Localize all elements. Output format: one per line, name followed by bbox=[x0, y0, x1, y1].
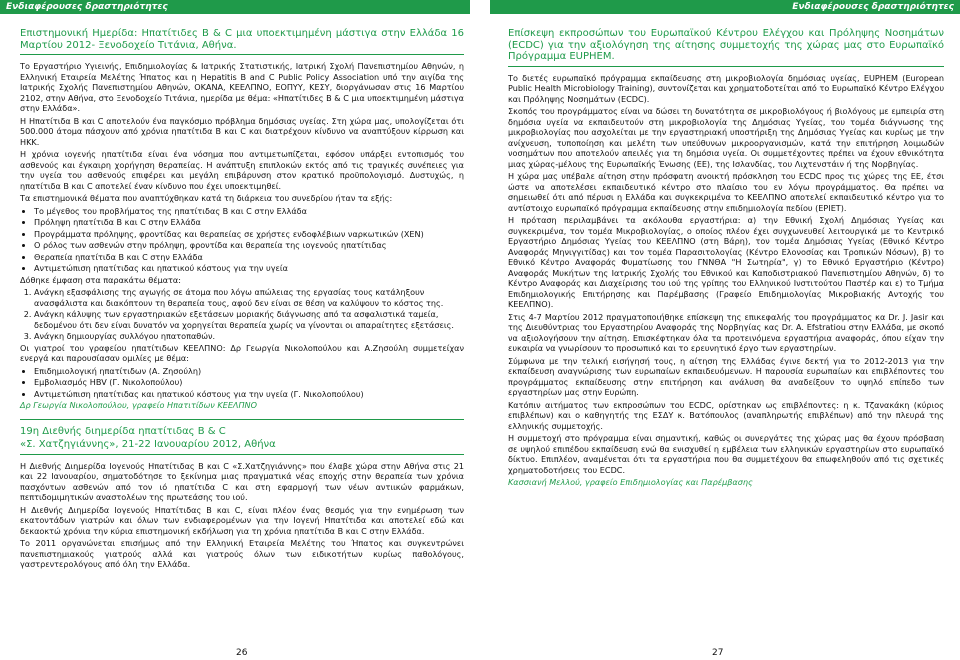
article-paragraph: Οι γιατροί του γραφείου ηπατίτιδων ΚΕΕΛΠΝΟ: Δρ Γεωργία Νικολοπούλου και Α.Ζησούλη συμμετείχαν ενεργά και παρουσίασαν ομιλίες με θέμα: bbox=[20, 342, 464, 363]
article-title: Επίσκεψη εκπροσώπων του Ευρωπαϊκού Κέντρου Ελέγχου και Πρόληψης Νοσημάτων (ECDC) για την αξιολόγηση της αίτησης συμμετοχής της χώρας μας στο Ευρωπαϊκό Πρόγραμμα EUPHEM. bbox=[508, 28, 944, 62]
left-column bbox=[20, 28, 464, 572]
article-paragraph: Η χρόνια ιογενής ηπατίτιδα είναι ένα νόσημα που αντιμετωπίζεται, εφόσον υπάρξει εντοπισμός του ασθενούς και έγκαιρη χορήγηση θεραπείας. Η ανάπτυξη επιπλοκών εκτός από τις τραγικές συνέπειες για την υγεία του ασθενούς επιφέρει και μεγάλη επιβάρυνση στον κρατικό προϋπολογισμό. Δυστυχώς, η ηπατίτιδα B και C αποτελεί έναν κίνδυνο που έχει υποεκτιμηθεί. bbox=[20, 149, 464, 191]
header-bar-right bbox=[490, 0, 960, 14]
article-paragraph: Στις 4-7 Μαρτίου 2012 πραγματοποιήθηκε επίσκεψη της επικεφαλής του προγράμματος κα Dr. J. Jasir και της Διευθύντριας του Εργαστηρίου Αναφοράς της Νορβηγίας κας Dr. A. Efstratiou στην Ελλάδα, με σκοπό να αξιολογήσουν την αίτηση. Επισκέφτηκαν όλα τα προτεινόμενα εργαστήρια αναφοράς, όπου είχαν την ευκαιρία να γνωρίσουν το προσωπικό και το ερευνητικό έργο των εργαστηρίων. bbox=[508, 311, 944, 353]
article-signature: Δρ Γεωργία Νικολοπούλου, γραφείο Ηπατιτίδων ΚΕΕΛΠΝΟ bbox=[20, 400, 257, 410]
list-item: • Το μέγεθος του προβλήματος της ηπατίτιδας B και C στην Ελλάδα bbox=[34, 206, 464, 217]
right-column bbox=[508, 28, 944, 490]
article-paragraph: Το 2011 οργανώνεται επισήμως από την Ελληνική Εταιρεία Μελέτης του Ήπατος και συγκεντρώνει πανεπιστημιακούς γιατρούς αλλά και γιατρούς όλων των ειδικοτήτων κυρίως παθολόγους, γαστρεντερολόγους από όλη την Ελλάδα. bbox=[20, 538, 464, 569]
article-signature: Κασσιανή Μελλού, γραφείο Επιδημιολογίας και Παρέμβασης bbox=[508, 477, 753, 487]
article-paragraph: Σύμφωνα με την τελική εισήγησή τους, η αίτηση της Ελλάδας έγινε δεκτή για το 2012-2013 για την εκπαίδευση αναγνώρισης των ευρωπαίων εκπαιδευόμενων. Η παρουσία ευρωπαίων και επιβλέποντες του προγράμματος εκπαίδευσης στην επιτήρηση και ανάλυση θα αναδείξουν το υψηλό επίπεδο των εργαστηρίων μας στην Ευρώπη. bbox=[508, 355, 944, 397]
article-paragraph: Σκοπός του προγράμματος είναι να δώσει τη δυνατότητα σε μικροβιολόγους ή βιολόγους με εμπειρία στη δημόσια υγεία να εκπαιδευτούν στη μικροβιολογία της Δημόσιας Υγείας, του τομέα διάγνωσης της μικροβιολογίας που ασχολείται με την εργαστηριακή υποστήριξη της Δημόσιας Υγείας και κυρίως με την ανίχνευση, τυποποίηση και μελέτη των υπεύθυνων μικροοργανισμών, κατά την επιτήρηση λοιμωδών νοσημάτων που αποτελούν απειλές για τη δημόσια υγεία. Οι συμμετέχοντες πρέπει να έχουν εθνικότητα μιας χώρας-μέλους της Ευρωπαϊκής Ένωσης (ΕΕ), της Ισλανδίας, του Λιχτενστάιν ή της Νορβηγίας. bbox=[508, 106, 944, 169]
header-bar-left bbox=[0, 0, 470, 14]
talks-list bbox=[20, 366, 464, 400]
article-paragraph: Η Διεθνής Διημερίδα Ιογενούς Ηπατίτιδας B και C, είναι πλέον ένας θεσμός για την ενημέρωση των εκατοντάδων γιατρών και όλων των ενδιαφερομένων για την Ιογενή Ηπατίτιδα και αποτελεί εδώ και δεκαοκτώ χρόνια την κύρια επιστημονική εκδήλωση για τη χρόνια ηπατίτιδα B και C στην Ελλάδα. bbox=[20, 504, 464, 536]
article-paragraph: Η χώρα μας υπέβαλε αίτηση στην πρόσφατη ανοικτή πρόσκληση του ECDC προς τις χώρες της ΕΕ, έτσι ώστε να αποτελέσει εκπαιδευτικό κέντρο στο πλαίσιο του εν λόγω προγράμματος. Θα πρέπει να σημειωθεί ότι από πέρυσι η Ελλάδα και συγκεκριμένα το ΚΕΕΛΠΝΟ αποτελεί εκπαιδευτικό κέντρο για το αντίστοιχο ευρωπαϊκό πρόγραμμα εκπαίδευσης στην επιδημιολογία πεδίου (EPIET). bbox=[508, 171, 944, 213]
page-number-right: 27 bbox=[712, 648, 724, 658]
article-title: Επιστημονική Ημερίδα: Ηπατίτιδες B & C μια υποεκτιμημένη μάστιγα στην Ελλάδα 16 Μαρτίου 2012- Ξενοδοχείο Τιτάνια, Αθήνα. bbox=[20, 28, 464, 51]
page-number-left: 26 bbox=[236, 648, 248, 658]
header-left-text: Ενδιαφέρουσες δραστηριότητες bbox=[6, 2, 168, 12]
second-article-title-line1: 19η Διεθνής διημερίδα ηπατίτιδας B & C bbox=[20, 425, 226, 437]
list-item: • Αντιμετώπιση ηπατίτιδας και ηπατικού κόστους για την υγεία (Γ. Νικολοπούλου) bbox=[34, 389, 464, 400]
second-article-title-line2: «Σ. Χατζηγιάννης», 21-22 Ιανουαρίου 2012, Αθήνα bbox=[20, 439, 276, 450]
list-item: • Ο ρόλος των ασθενών στην πρόληψη, φροντίδα και θεραπεία της ιογενούς ηπατίτιδας bbox=[34, 240, 464, 251]
title-divider bbox=[20, 54, 464, 55]
article-paragraph: Δόθηκε έμφαση στα παρακάτω θέματα: bbox=[20, 274, 181, 285]
list-item: 2. Ανάγκη κάλυψης των εργαστηριακών εξετάσεων μοριακής διάγνωσης από τα ασφαλιστικά ταμεία, δεδομένου ότι δεν είναι δυνατόν να χορηγείται θεραπεία χωρίς να γίνονται οι απαραίτητες εξετάσεις. bbox=[34, 309, 464, 330]
article-paragraph: Η συμμετοχή στο πρόγραμμα είναι σημαντική, καθώς οι συνεργάτες της χώρας μας θα έχουν πρόσβαση σε υψηλού επιπέδου εκπαίδευση ενώ θα ενισχυθεί η εμβέλεια των ελληνικών εργαστηρίων στο ευρωπαϊκό δίκτυο. Επιπλέον, αναμένεται ότι τα εργαστήρια που θα συμμετέχουν θα επωφεληθούν από τις σχετικές χρηματοδοτήσεις του ECDC. bbox=[508, 433, 944, 475]
article-paragraph: Κατόπιν αιτήματος των εκπροσώπων του ECDC, ορίστηκαν ως επιβλέποντες: η κ. Τζανακάκη (κύριος επιβλέπων) και ο καθηγητής της ΕΣΔΥ κ. Βατόπουλος (αναπληρωτής επιβλέπων) από την πλευρά της ελληνικής συμμετοχής. bbox=[508, 399, 944, 431]
article-paragraph: Η πρόταση περιλαμβάνει τα ακόλουθα εργαστήρια: α) την Εθνική Σχολή Δημόσιας Υγείας και συγκεκριμένα, τον τομέα Μικροβιολογίας, ο οποίος πλέον έχει συγχωνευθεί λειτουργικά με το Κεντρικό Εργαστήριο Δημόσιας Υγείας του ΚΕΕΛΠΝΟ (στη Βάρη), τον τομέα Δημόσιας Υγείας (Εθνικό Κέντρο Αναφοράς Μηνιγγιτίδας) και τον τομέα Παρασιτολογίας (Κέντρο Ελονοσίας και Τροπικών Νόσων), β) το Εθνικό Κέντρο Αναφοράς Φυματίωσης του ΓΝΝΘΑ "Η Σωτηρία", γ) το Εθνικό Εργαστήριο (Κέντρο) Αναφοράς Μυκήτων της Ιατρικής Σχολής του Εθνικού και Καποδιστριακού Πανεπιστημίου Αθηνών, δ) το Κέντρο Αναφοράς και Διαχείρισης του ιού της γρίπης του Ελληνικού Ινστιτούτου Παστέρ και ε) το Τμήμα Επιδημιολογικής Επιτήρησης και Παρέμβασης (Γραφείο Επιδημιολογίας Μικροβιακής Αντοχής του ΚΕΕΛΠΝΟ). bbox=[508, 215, 944, 309]
second-article bbox=[20, 419, 464, 570]
list-item: • Αντιμετώπιση ηπατίτιδας και ηπατικού κόστους για την υγεία bbox=[34, 263, 464, 274]
list-item: • Πρόληψη ηπατίτιδα B και C στην Ελλάδα bbox=[34, 217, 464, 228]
article-paragraph: Η Ηπατίτιδα B και C αποτελούν ένα παγκόσμιο πρόβλημα δημόσιας υγείας. Στη χώρα μας, υπολογίζεται ότι 500.000 άτομα πάσχουν από χρόνια ηπατίτιδα B και C και διατρέχουν κίνδυνο να αναπτύξουν κίρρωση και ΗΚΚ. bbox=[20, 115, 464, 147]
list-item: • Επιδημιολογική ηπατίτιδων (Α. Ζησούλη) bbox=[34, 366, 464, 377]
topics-list bbox=[20, 206, 464, 274]
article-paragraph: Το διετές ευρωπαϊκό πρόγραμμα εκπαίδευσης στη μικροβιολογία δημόσιας υγείας, EUPHEM (European Public Health Microbiology Training), συντονίζεται και χρηματοδοτείται από το Ευρωπαϊκό Κέντρο Ελέγχου και Πρόληψης Νοσημάτων (ECDC). bbox=[508, 72, 944, 104]
list-item: 3. Ανάγκη δημιουργίας συλλόγου ηπατοπαθών. bbox=[34, 331, 464, 342]
list-item: 1. Ανάγκη εξασφάλισης της αγωγής σε άτομα που λόγω απώλειας της εργασίας τους κατάληξουν ανασφάλιστα και διακόπτουν τη θεραπεία τους, αφού δεν είναι σε θέση να καλύψουν το κόστος της. bbox=[34, 287, 464, 308]
list-item: • Εμβολιασμός HBV (Γ. Νικολοπούλου) bbox=[34, 377, 464, 388]
emphasis-list bbox=[20, 287, 464, 342]
list-item: • Προγράμματα πρόληψης, φροντίδας και θεραπείας σε χρήστες ενδοφλέβιων ναρκωτικών (ΧΕΝ) bbox=[34, 229, 464, 240]
title-divider bbox=[20, 454, 464, 455]
article-paragraph: Τα επιστημονικά θέματα που αναπτύχθηκαν κατά τη διάρκεια του συνεδρίου ήταν τα εξής: bbox=[20, 193, 393, 203]
list-item: • Θεραπεία ηπατίτιδα B και C στην Ελλάδα bbox=[34, 252, 464, 263]
header-right-text: Ενδιαφέρουσες δραστηριότητες bbox=[792, 2, 954, 12]
title-divider bbox=[508, 66, 944, 67]
article-paragraph: Η Διεθνής Διημερίδα Ιογενούς Ηπατίτιδας B και C «Σ.Χατζηγιάννης» που έλαβε χώρα στην Αθήνα στις 21 και 22 Ιανουαρίου, σηματοδότησε το ξεκίνημα μιας πραγματικά νέας εποχής στην θεραπεία των χρόνια πασχόντων ασθενών από τον ιό ηπατίτιδα C και στη εφαρμογή των νέων αντιικών φαρμάκων, πεπτιδομιμητικών αναστολέων της πρωτεάσης του ιού. bbox=[20, 460, 464, 502]
article-paragraph: Το Εργαστήριο Υγιεινής, Επιδημιολογίας & Ιατρικής Στατιστικής, Ιατρική Σχολή Πανεπιστημίου Αθηνών, η Ελληνική Εταιρεία Μελέτης Ήπατος και η Hepatitis B and C Public Policy Association υπό την αιγίδα της Ιατρικής Σχολής Πανεπιστημίου Αθηνών, ΟΚΑΝΑ, ΚΕΕΛΠΝΟ, ΕΟΠΥΥ, ΚΕΣΥ, διοργάνωσαν στις 16 Μαρτίου 2102, στην Αθήνα, στο Ξενοδοχείο Τιτάνια, ημερίδα με θέμα: «Ηπατίτιδες B & C μια υποεκτιμημένη μάστιγα στην Ελλάδα». bbox=[20, 61, 464, 113]
